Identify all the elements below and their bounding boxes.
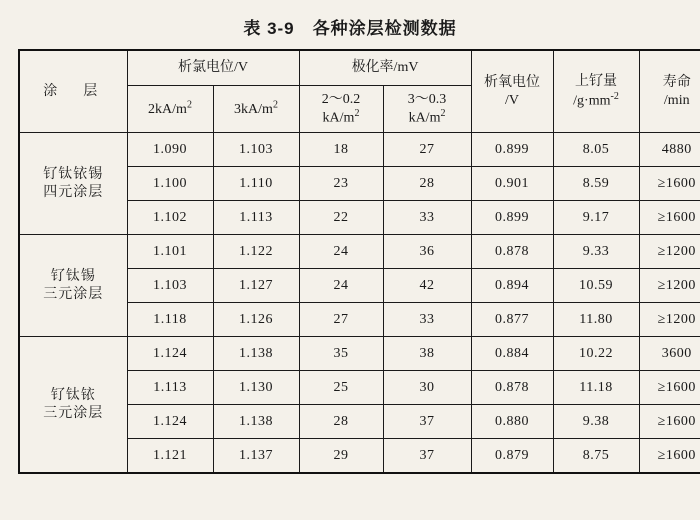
cell-lifetime: ≥1600 — [639, 201, 700, 235]
cell-lifetime: ≥1600 — [639, 439, 700, 474]
cell-chlorine-3ka: 1.122 — [213, 235, 299, 269]
cell-polarization-2: 36 — [383, 235, 471, 269]
table-caption-number: 表 3-9 — [243, 19, 295, 38]
header-current-density-3ka: $3kA/m^2$ — [213, 86, 299, 133]
cell-oxygen-potential: 0.878 — [471, 371, 553, 405]
cell-polarization-2: 30 — [383, 371, 471, 405]
header-coating: 涂 层 — [19, 50, 127, 133]
cell-polarization-1: 25 — [299, 371, 383, 405]
cell-polarization-2: 38 — [383, 337, 471, 371]
header-polarization-rate: 极化率/mV — [299, 50, 471, 86]
group-name-cell: 钌钛锡 三元涂层 — [19, 235, 127, 337]
cell-polarization-1: 24 — [299, 269, 383, 303]
cell-oxygen-potential: 0.878 — [471, 235, 553, 269]
cell-chlorine-2ka: 1.101 — [127, 235, 213, 269]
table-header-row-top — [19, 50, 700, 86]
cell-oxygen-potential: 0.899 — [471, 201, 553, 235]
cell-lifetime: ≥1200 — [639, 303, 700, 337]
cell-lifetime: ≥1600 — [639, 371, 700, 405]
cell-chlorine-3ka: 1.103 — [213, 133, 299, 167]
table-row — [19, 235, 700, 269]
cell-ru-loading: 9.33 — [553, 235, 639, 269]
cell-ru-loading: 8.59 — [553, 167, 639, 201]
cell-oxygen-potential: 0.894 — [471, 269, 553, 303]
cell-ru-loading: 10.59 — [553, 269, 639, 303]
cell-chlorine-2ka: 1.118 — [127, 303, 213, 337]
cell-lifetime: 3600 — [639, 337, 700, 371]
cell-chlorine-2ka: 1.113 — [127, 371, 213, 405]
cell-chlorine-2ka: 1.124 — [127, 405, 213, 439]
cell-ru-loading: 9.38 — [553, 405, 639, 439]
cell-polarization-1: 24 — [299, 235, 383, 269]
cell-polarization-2: 37 — [383, 439, 471, 474]
cell-oxygen-potential: 0.901 — [471, 167, 553, 201]
cell-chlorine-2ka: 1.102 — [127, 201, 213, 235]
cell-chlorine-3ka: 1.138 — [213, 337, 299, 371]
header-chlorine-potential: 析氯电位/V — [127, 50, 299, 86]
cell-chlorine-2ka: 1.124 — [127, 337, 213, 371]
header-polarization-2-to-02: 2～0.2 $kA/m^2$ — [299, 86, 383, 133]
cell-chlorine-3ka: 1.138 — [213, 405, 299, 439]
cell-chlorine-2ka: 1.090 — [127, 133, 213, 167]
cell-ru-loading: 10.22 — [553, 337, 639, 371]
cell-chlorine-3ka: 1.113 — [213, 201, 299, 235]
header-current-density-2ka: $2kA/m^2$ — [127, 86, 213, 133]
coating-test-data-table — [18, 49, 700, 474]
cell-chlorine-2ka: 1.121 — [127, 439, 213, 474]
cell-ru-loading: 11.18 — [553, 371, 639, 405]
cell-lifetime: ≥1200 — [639, 235, 700, 269]
header-polarization-3-to-03: 3～0.3 $kA/m^2$ — [383, 86, 471, 133]
cell-polarization-2: 28 — [383, 167, 471, 201]
cell-polarization-1: 27 — [299, 303, 383, 337]
cell-polarization-2: 33 — [383, 303, 471, 337]
table-caption-title: 各种涂层检测数据 — [312, 19, 457, 38]
cell-lifetime: ≥1600 — [639, 405, 700, 439]
cell-lifetime: ≥1200 — [639, 269, 700, 303]
cell-chlorine-3ka: 1.137 — [213, 439, 299, 474]
cell-polarization-1: 18 — [299, 133, 383, 167]
cell-oxygen-potential: 0.884 — [471, 337, 553, 371]
cell-polarization-1: 22 — [299, 201, 383, 235]
cell-chlorine-3ka: 1.127 — [213, 269, 299, 303]
cell-chlorine-2ka: 1.100 — [127, 167, 213, 201]
cell-polarization-1: 35 — [299, 337, 383, 371]
cell-lifetime: 4880 — [639, 133, 700, 167]
cell-ru-loading: 9.17 — [553, 201, 639, 235]
header-oxygen-potential: 析氧电位 /V — [471, 50, 553, 133]
cell-ru-loading: 8.75 — [553, 439, 639, 474]
cell-polarization-2: 42 — [383, 269, 471, 303]
table-caption — [0, 0, 700, 49]
cell-oxygen-potential: 0.880 — [471, 405, 553, 439]
table-row — [19, 337, 700, 371]
cell-polarization-2: 33 — [383, 201, 471, 235]
table-row — [19, 133, 700, 167]
group-name-cell: 钌钛铱锡 四元涂层 — [19, 133, 127, 235]
cell-chlorine-2ka: 1.103 — [127, 269, 213, 303]
cell-oxygen-potential: 0.879 — [471, 439, 553, 474]
cell-polarization-1: 28 — [299, 405, 383, 439]
header-lifetime: 寿命 /min — [639, 50, 700, 133]
header-ru-loading: 上钌量 $/g\cdot mm^{-2}$ — [553, 50, 639, 133]
cell-chlorine-3ka: 1.126 — [213, 303, 299, 337]
group-name-cell: 钌钛铱 三元涂层 — [19, 337, 127, 474]
cell-oxygen-potential: 0.899 — [471, 133, 553, 167]
cell-lifetime: ≥1600 — [639, 167, 700, 201]
cell-ru-loading: 11.80 — [553, 303, 639, 337]
cell-polarization-2: 37 — [383, 405, 471, 439]
table-container — [0, 49, 700, 474]
cell-ru-loading: 8.05 — [553, 133, 639, 167]
cell-polarization-2: 27 — [383, 133, 471, 167]
cell-chlorine-3ka: 1.130 — [213, 371, 299, 405]
cell-oxygen-potential: 0.877 — [471, 303, 553, 337]
cell-polarization-1: 23 — [299, 167, 383, 201]
cell-polarization-1: 29 — [299, 439, 383, 474]
cell-chlorine-3ka: 1.110 — [213, 167, 299, 201]
